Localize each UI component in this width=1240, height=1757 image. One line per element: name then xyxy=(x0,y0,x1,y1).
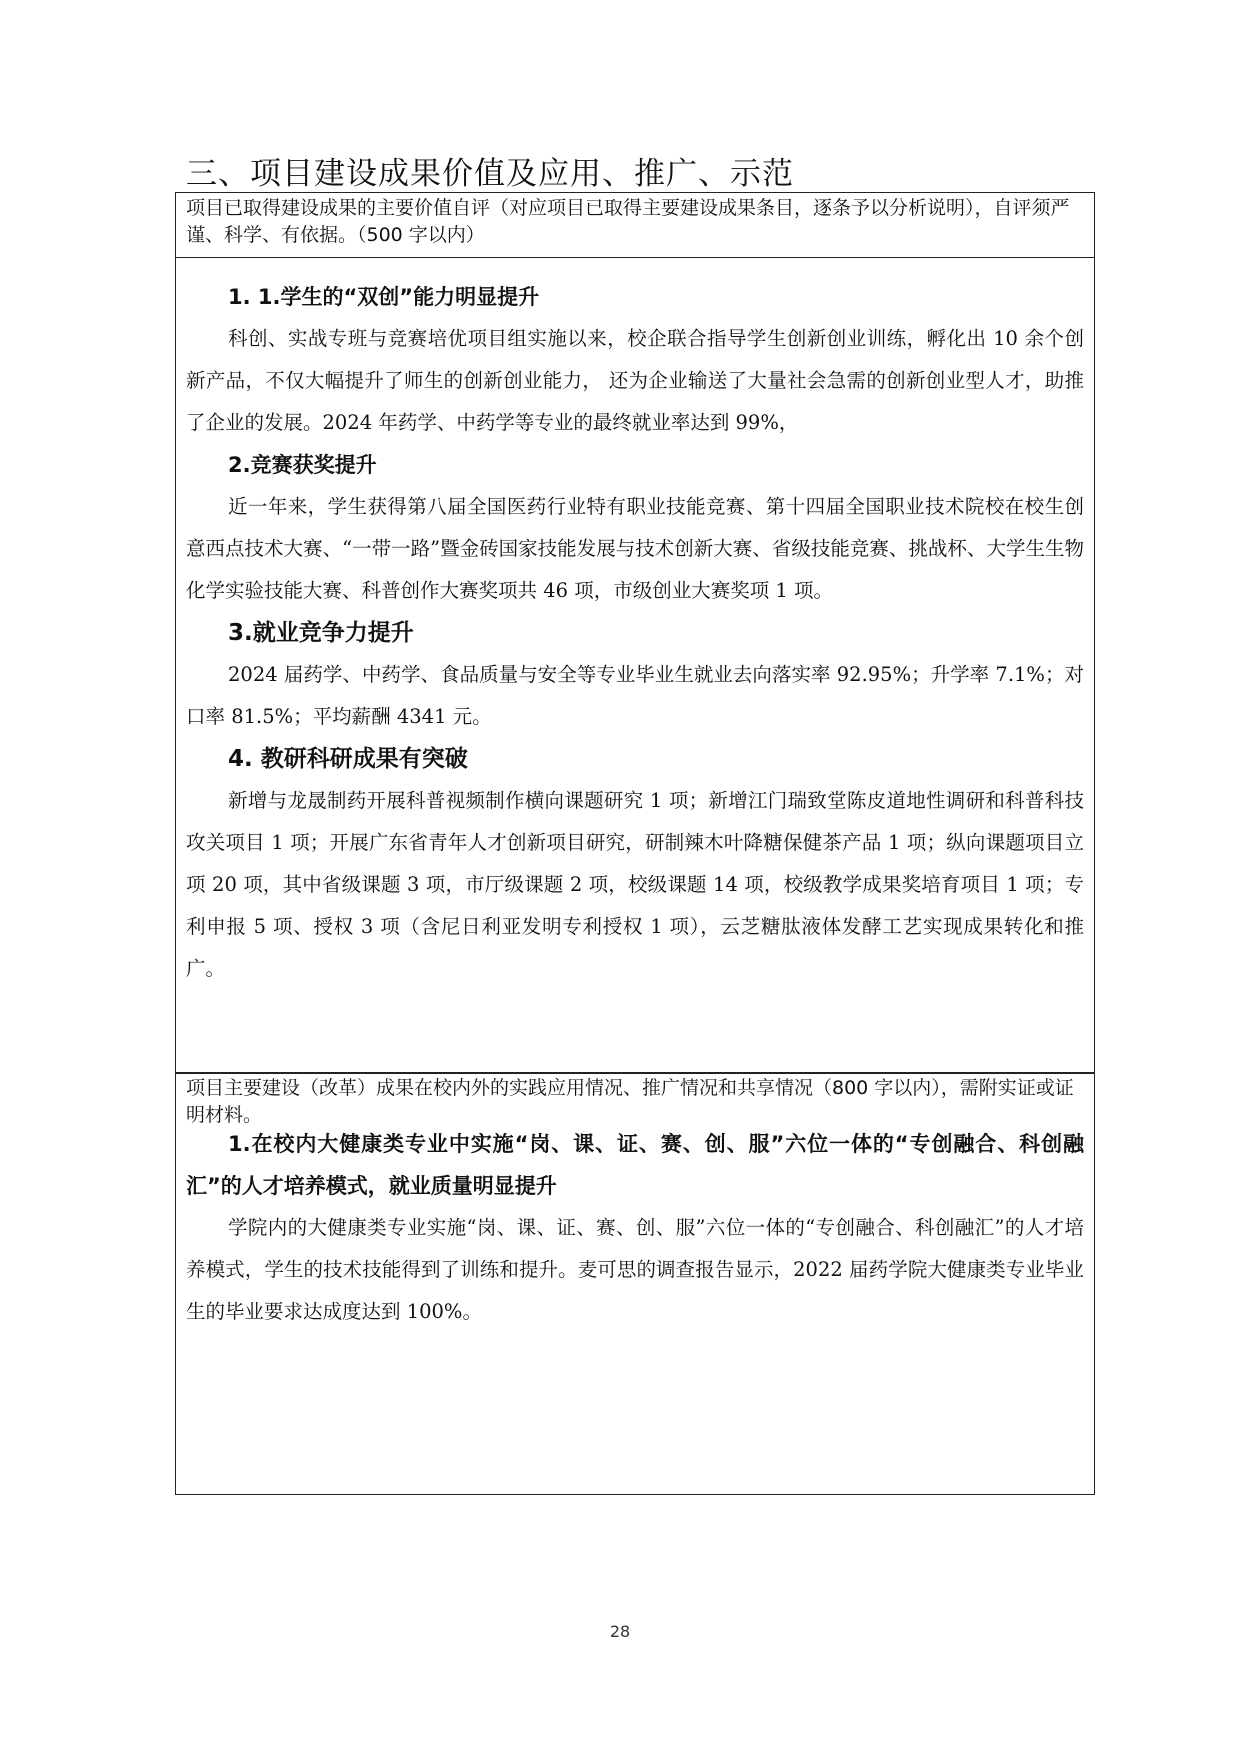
item-text: 科创、实战专班与竞赛培优项目组实施以来，校企联合指导学生创新创业训练，孵化出 10 余个创新产品，不仅大幅提升了师生的创新创业能力， 还为企业输送了大量社会急需的创新创业型人才，助推了企业的发展。2024 年药学、中药学等专业的最终就业率达到 99%， xyxy=(186,327,1084,434)
item-text: 新增与龙晟制药开展科普视频制作横向课题研究 1 项；新增江门瑞致堂陈皮道地性调研和科普科技攻关项目 1 项；开展广东省青年人才创新项目研究，研制辣木叶降糖保健茶产品 1 项；纵向课题项目立项 20 项，其中省级课题 3 项，市厅级课题 2 项，校级课题 14 项，校级教学成果奖培育项目 1 项；专利申报 5 项、授权 3 项（含尼日利亚发明专利授权 1 项），云芝糖肽液体发酵工艺实现成果转化和推广。 xyxy=(186,789,1084,980)
self-evaluation-header: 项目已取得建设成果的主要价值自评（对应项目已取得主要建设成果条目，逐条予以分析说明），自评须严谨、科学、有依据。（500 字以内） xyxy=(186,197,1070,246)
application-box xyxy=(175,1072,1095,1495)
item-heading: 1. 1.学生的“双创”能力明显提升 xyxy=(228,285,540,309)
item-heading: 3.就业竞争力提升 xyxy=(228,620,414,646)
page-number: 28 xyxy=(609,1622,631,1641)
item-text: 2024 届药学、中药学、食品质量与安全等专业毕业生就业去向落实率 92.95%；升学率 7.1%；对口率 81.5%；平均薪酬 4341 元。 xyxy=(186,663,1084,728)
self-evaluation-content xyxy=(186,276,1084,990)
header-divider xyxy=(176,257,1094,258)
application-heading: 1.在校内大健康类专业中实施“岗、课、证、赛、创、服”六位一体的“专创融合、科创融汇”的人才培养模式，就业质量明显提升 xyxy=(186,1132,1084,1198)
application-header: 项目主要建设（改革）成果在校内外的实践应用情况、推广情况和共享情况（800 字以内），需附实证或证明材料。 xyxy=(186,1077,1074,1126)
application-content xyxy=(186,1123,1084,1333)
item-heading: 4. 教研科研成果有突破 xyxy=(228,746,468,772)
self-evaluation-box xyxy=(175,192,1095,1074)
item-text: 近一年来，学生获得第八届全国医药行业特有职业技能竞赛、第十四届全国职业技术院校在校生创意西点技术大赛、“一带一路”暨金砖国家技能发展与技术创新大赛、省级技能竞赛、挑战杯、大学生生物化学实验技能大赛、科普创作大赛奖项共 46 项，市级创业大赛奖项 1 项。 xyxy=(186,495,1084,602)
application-text: 学院内的大健康类专业实施“岗、课、证、赛、创、服”六位一体的“专创融合、科创融汇”的人才培养模式，学生的技术技能得到了训练和提升。麦可思的调查报告显示，2022 届药学院大健康类专业毕业生的毕业要求达成度达到 100%。 xyxy=(186,1216,1084,1323)
section-title: 三、项目建设成果价值及应用、推广、示范 xyxy=(186,156,794,192)
item-heading: 2.竞赛获奖提升 xyxy=(228,453,377,477)
